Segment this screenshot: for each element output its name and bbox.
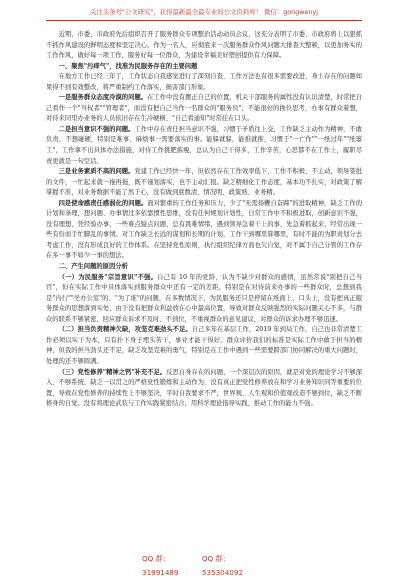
reason-1-title: （一）为民服务"宗旨意识"不强。 [58, 273, 158, 281]
issue-2-text: 工作中存在责任担当意识不强，习惯于矛盾往上交，工作缺乏主动作为精神，不敢负责，不想碰硬，特别是难事、麻烦事一需要落实的事。能躲就躲，能推就推，习惯于"一亡作""一纸过年""纸篓工"，工作拿不出具体办法措施，对待工作挑肥拣瘦，总认为自己干得多，工作辛苦，心思都不在工作上，履职尽责更就是一句空话。 [46, 125, 362, 165]
reason-2 [46, 325, 362, 367]
page-footer [46, 552, 362, 577]
reason-3 [46, 368, 362, 410]
footer-qq-group-1: QQ 群：31991489 [142, 554, 179, 577]
section-heading-2: 二、产生问题的原因分析 [58, 263, 128, 271]
reason-3-title: （三）党性修养"精神之钙"补充不足。 [58, 368, 167, 376]
issue-1-text: 在工作中没有摆正自己的位置，机关干部服务的属性没有认识清楚，时常把自己看作一个"当权者""管理者"，而没有把自己当作一名群众的"服务员"，不能很好的换位思考，办事有群众着想，对待来同里办业务的人员依旧存在生冷硬横、"自己看通知"时常挂在口头。 [46, 94, 362, 123]
issue-4-title: 四是使命感责任感弱化的问题。 [58, 199, 148, 207]
issue-2-title: 二是担当意识不强的问题。 [58, 125, 135, 133]
reason-1-text: 自己有 10 年的党龄，认为不缺少对群众的感情，虽然常说"别把自己当官"，但在实际工作中具体落实到服务群众中还有一定的差距，特别是在对待前来办事的一些群众时，总想到我是"内行""坐办公室"的、"为了谁"的问题，在多数情况下，为民服务还只是停留在纸面上、口头上，没有把真正服务群众的思想落到实处，由于没有把群众利益放在心中最高位置，导致对群众反映强烈的实际问题关心不多，与群众的联系不够紧密，回应群众诉求不及时、不到位，不重视群众的意见建议，对群众的诉求办理不够迅速。 [46, 273, 362, 323]
issue-3-text: 党建工作已经快一年，但依然存在工作效率低下，工作不积极、不主动，领导签批的文件，一忙起来就一拖再拖，既不谨划落实，也不主动汇报。缺乏精细化工作态度，基本功不扎实，对政策了解掌握不准，对业务数据不能了然于心，没有做到底数清、情况明、政策熟、业务精。 [46, 168, 362, 197]
issue-3 [46, 167, 362, 199]
section-heading-1: 一、聚焦"污痒气"，找准为民服务存在的主要问题 [58, 62, 198, 70]
intro-paragraph: 近期，市委、市政府先后组织召开了服务群众专项整治活动动员会议，这充分表明了市委、市政府将上以狠抓不抓作风建设的鲜明态度和坚定决心。作为一名人，应彻底来一次服务群众作风问题大排查大整顿，以更加务实的工作作风，做好每一项工作，服务好每一位群众，为建设幸福美好塑创提供有力保障。 [46, 31, 362, 60]
document-body [46, 30, 362, 544]
reason-1 [46, 273, 362, 326]
section-1-intro: 在地方工作已经三年了，工作状态自我感觉进行了深刻自查，工作方法也有很多需要改进，身上存在的问题如果得不到有效整改，将严重制约工作落实，损害部门形象。 [46, 73, 362, 91]
issue-1 [46, 93, 362, 125]
issue-1-title: 一是服务群众态度冷漠的问题。 [58, 94, 148, 102]
issue-2 [46, 125, 362, 167]
footer-qq-group-2: QQ 群：535304092 [201, 554, 244, 577]
page-header: 关注头条号"公文研究"，获得最新最全最专业的公文资料库！ 微信：gongwenyj [46, 6, 362, 21]
reason-2-text: 自己多年在基层工作，2019 年到局工作，自己也非常清楚工作必须以实干为本，只有扑下身子埋头苦干，事业才能干得好。群众评价我们的标准是实际工作中敢于担当的精神，但我的担当劲头还不足，缺乏攻坚克难的勇气，特别是在工作中遇到一些需要跨部门协同解决的重大问题时，处理的还不够圆满。 [46, 326, 362, 365]
issue-4 [46, 199, 362, 262]
issue-3-title: 三是业务素质不高的问题。 [58, 168, 135, 176]
reason-3-text: 反思自身存在的问题，一个深层次的原因，就是对党的理论学习不够深入、不够系统，缺乏一以贯之的严格党性锻炼和主动作为，没有真正把党性修养放在和学习业务知识同等重要的位置，导致在党性修养的持续性上不够坚决，平时自我要求不严，世界观、人生观和价值观改造不够到位，缺乏不断修身的自觉。没有将理论武装与工作实践紧密结合，用科学理论指导实践、推动工作的能力不强。 [46, 368, 362, 408]
issue-4-text: 面对繁重的工作任务和压力，少了"无需扬鞭自奋蹄"的进取精神，缺乏工作的计划和条理，想问题、办事情过多依靠惯性思维，没有任何规划计划性，日常工作中不积极进取，创新意识不强，没有理想，凭经验办事，一些难点疑点问题，总有畏难情绪，遇到领导急着干上的事、先急着抓起来，经常出现一些有份而手忙脚乱的事情。对工作缺乏长远的谋划和长期的计划，工作干到哪里算哪里，有时不能的为职责划分去考虑工作，没有形成良好的工作体系。在坚持党性原则，执行组织纪律方面也欠自觉，对不属于自己分管的工作存在多一事不如少一事的想法。 [46, 199, 362, 260]
reason-2-title: （二）担当负责精神欠缺，攻坚克难劲头不足。 [58, 326, 192, 334]
